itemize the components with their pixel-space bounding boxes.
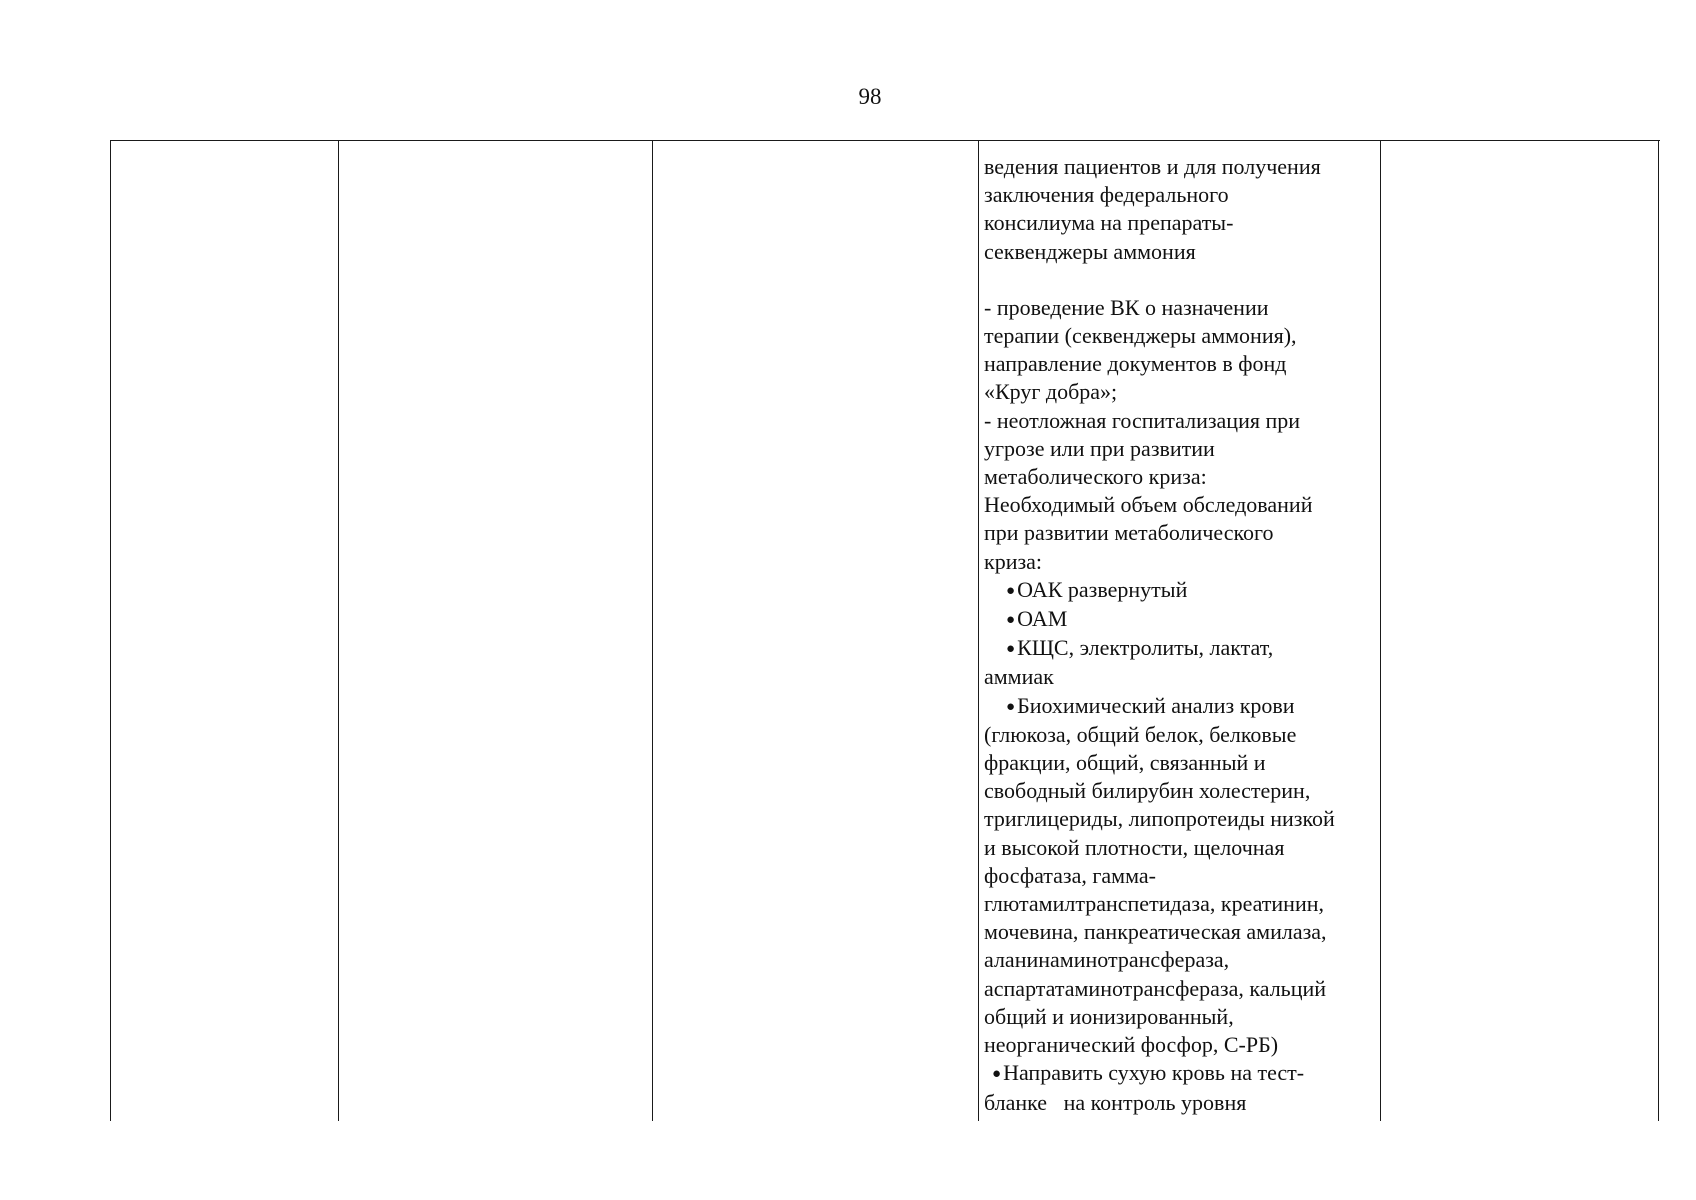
bullet-item-kshs bbox=[984, 634, 1384, 663]
table-cell-measures bbox=[984, 153, 1384, 1117]
bullet-continuation: и высокой плотности, щелочная bbox=[984, 834, 1285, 860]
bullet-icon: ● bbox=[1006, 612, 1016, 629]
bullet-icon: ● bbox=[1006, 698, 1016, 715]
bullet-item-dry-blood bbox=[984, 1059, 1384, 1088]
bullet-continuation: (глюкоза, общий белок, белковые bbox=[984, 721, 1297, 747]
bullet-icon: ● bbox=[1006, 641, 1016, 658]
bullet-continuation: аланинаминотрансфераза, bbox=[984, 947, 1230, 973]
bullet-continuation: свободный билирубин холестерин, bbox=[984, 778, 1311, 804]
table-column-divider-3 bbox=[978, 141, 979, 1121]
cell-line: заключения федерального bbox=[984, 182, 1229, 208]
document-table bbox=[110, 140, 1660, 1121]
bullet-continuation: фракции, общий, связанный и bbox=[984, 750, 1266, 776]
cell-line: угрозе или при развитии bbox=[984, 435, 1215, 461]
cell-line: - проведение ВК о назначении bbox=[984, 294, 1269, 320]
cell-line: терапии (секвенджеры аммония), bbox=[984, 323, 1297, 349]
bullet-text: Направить сухую кровь на тест- bbox=[1003, 1060, 1305, 1086]
bullet-continuation: глютамилтранспетидаза, креатинин, bbox=[984, 891, 1325, 917]
bullet-text: Биохимический анализ крови bbox=[1017, 692, 1295, 718]
cell-line: ведения пациентов и для получения bbox=[984, 154, 1321, 179]
cell-line: криза: bbox=[984, 548, 1043, 574]
cell-line: метаболического криза: bbox=[984, 464, 1207, 490]
page-number: 98 bbox=[858, 84, 882, 109]
table-column-divider-1 bbox=[338, 141, 339, 1121]
bullet-item-oam bbox=[984, 605, 1384, 634]
paragraph-gap bbox=[984, 266, 1384, 294]
bullet-continuation: мочевина, панкреатическая амилаза, bbox=[984, 919, 1327, 945]
cell-line: при развитии метаболического bbox=[984, 520, 1274, 546]
table-border-left bbox=[110, 141, 111, 1121]
bullet-continuation: триглицериды, липопротеиды низкой bbox=[984, 806, 1335, 832]
table-column-divider-2 bbox=[652, 141, 653, 1121]
bullet-continuation: аспартатаминотрансфераза, кальций bbox=[984, 975, 1327, 1001]
bullet-continuation: фосфатаза, гамма- bbox=[984, 862, 1156, 888]
cell-line: Необходимый объем обследований bbox=[984, 492, 1313, 518]
bullet-text: КЩС, электролиты, лактат, bbox=[1017, 635, 1274, 661]
cell-line: консилиума на препараты- bbox=[984, 210, 1234, 236]
bullet-continuation: аммиак bbox=[984, 664, 1054, 690]
bullet-continuation: общий и ионизированный, bbox=[984, 1003, 1234, 1029]
cell-line: секвенджеры аммония bbox=[984, 238, 1196, 264]
bullet-item-oak bbox=[984, 576, 1384, 605]
bullet-text: ОАК развернутый bbox=[1017, 576, 1188, 602]
cell-line: - неотложная госпитализация при bbox=[984, 407, 1301, 433]
bullet-text: ОАМ bbox=[1017, 606, 1068, 632]
bullet-icon: ● bbox=[992, 1066, 1002, 1083]
cell-line: направление документов в фонд bbox=[984, 351, 1287, 377]
bullet-continuation: бланке на контроль уровня bbox=[984, 1089, 1247, 1115]
table-border-right bbox=[1658, 141, 1659, 1121]
bullet-item-biochemistry bbox=[984, 692, 1384, 721]
bullet-icon: ● bbox=[1006, 582, 1016, 599]
bullet-continuation: неорганический фосфор, С-РБ) bbox=[984, 1032, 1279, 1058]
cell-line: «Круг добра»; bbox=[984, 379, 1118, 405]
